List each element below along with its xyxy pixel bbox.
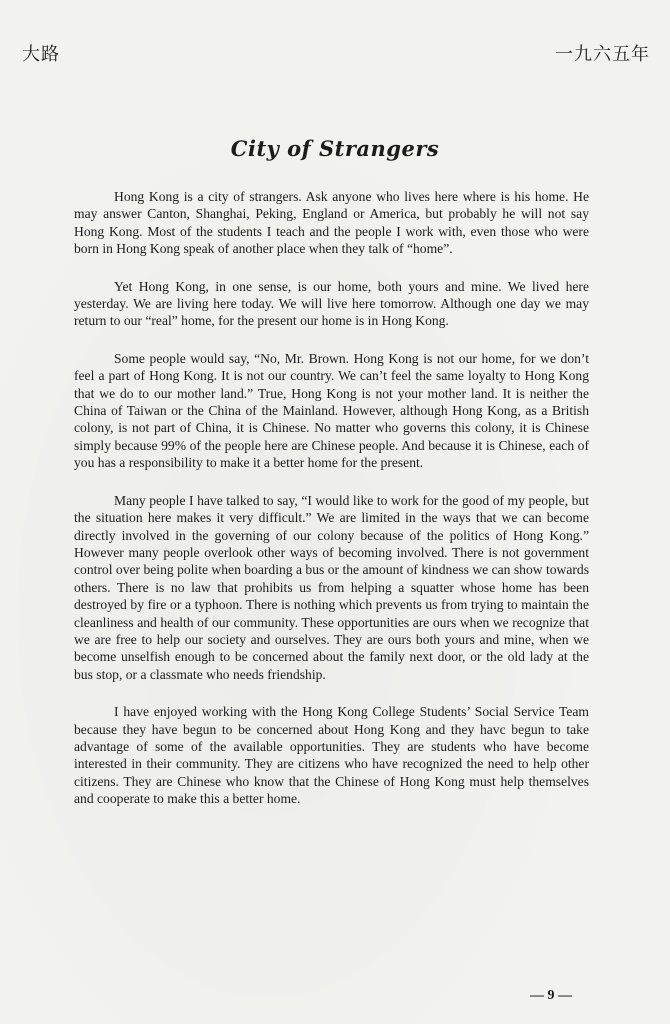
page-number: — 9 —	[530, 988, 572, 1003]
paragraph: I have enjoyed working with the Hong Kong College Students’ Social Service Team because they have begun to be concerned about Hong Kong and they havc begun to take advantage of some of the available opportunities. They are students who have become interested in their community. They are citizens who have recognized the need to help other citizens. They are Chinese who know that the Chinese of Hong Kong must help themselves and cooperate to make this a better home.	[74, 704, 589, 807]
paragraph: Many people I have talked to say, “I would like to work for the good of my people, but the situation here makes it very difficult.” We are limited in the ways that we can become directly involved in the governing of our colony because of the politics of Hong Kong.” However many people overlook other ways of becoming involved. There is not government control over being polite when boarding a bus or the amount of kindness we can show towards others. There is no law that prohibits us from helping a squatter whose home has been destroyed by fire or a typhoon. There is nothing which prevents us from trying to maintain the cleanliness and health of our community. These opportunities are ours when we recognize that we are free to help our society and ourselves. They are ours both yours and mine, when we become unselfish enough to be concerned about the family next door, or the old lady at the bus stop, or a classmate who needs friendship.	[74, 492, 589, 682]
header-year: 一九六五年	[555, 44, 650, 64]
paragraph: Some people would say, “No, Mr. Brown. Hong Kong is not our home, for we don’t feel a part of Hong Kong. It is not our country. We can’t feel the same loyalty to Hong Kong that we do to our mother land.” True, Hong Kong is not your mother land. It is neither the China of Taiwan or the China of the Mainland. However, although Hong Kong, as a British colony, is not part of China, it is Chinese. No matter who governs this colony, it is Chinese simply because 99% of the people here are Chinese people. And because it is Chinese, each of you has a responsibility to make it a better home for the present.	[74, 350, 589, 471]
paragraph: Yet Hong Kong, in one sense, is our home, both yours and mine. We lived here yesterday. We are living here today. We will live here tomorrow. Although one day we may return to our “real” home, for the present our home is in Hong Kong.	[74, 278, 589, 329]
article-body	[74, 188, 589, 828]
header-publication-name: 大路	[22, 44, 60, 64]
article-title: City of Strangers	[230, 136, 440, 161]
paragraph: Hong Kong is a city of strangers. Ask anyone who lives here where is his home. He may answer Canton, Shanghai, Peking, England or America, but probably he will not say Hong Kong. Most of the students I teach and the people I work with, even those who were born in Hong Kong speak of another place when they talk of “home”.	[74, 189, 589, 257]
